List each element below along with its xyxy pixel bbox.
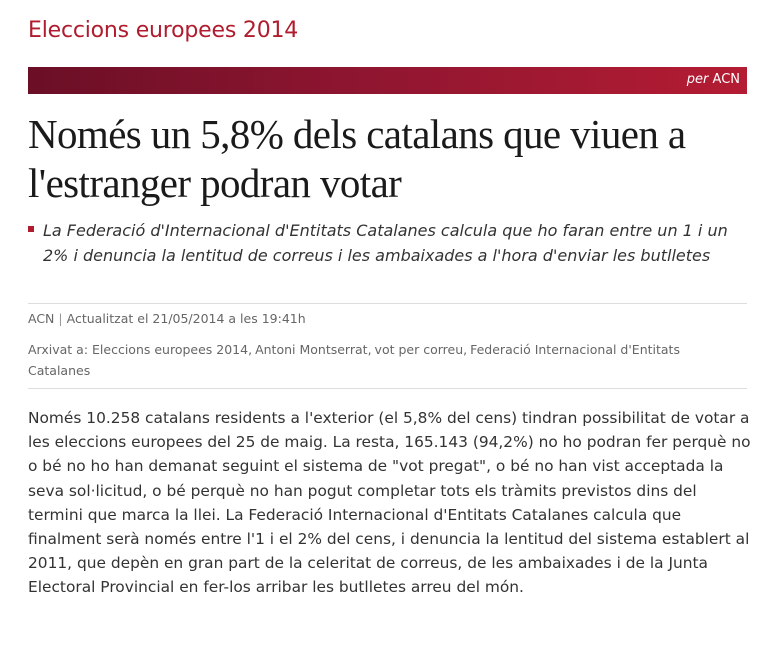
- article-meta: [28, 311, 306, 326]
- tag-link[interactable]: Federació Internacional d'Entitats Catalanes: [28, 342, 680, 378]
- subheadline-bullet: [28, 226, 34, 232]
- band-credit-prefix: per: [686, 72, 709, 87]
- article-subheadline: La Federació d'Internacional d'Entitats Catalanes calcula que ho faran entre un 1 i un 2% i denuncia la lentitud de correus i les ambaixades a l'hora d'enviar les butlletes: [43, 221, 728, 265]
- archived-label: Arxivat a:: [28, 342, 89, 357]
- article-author[interactable]: ACN: [28, 311, 55, 326]
- tag-link[interactable]: vot per correu: [374, 342, 464, 357]
- section-title[interactable]: Eleccions europees 2014: [28, 18, 299, 43]
- article-tags: Arxivat a: Eleccions europees 2014, Antoni Montserrat, vot per correu, Federació Internacional d'Entitats Catalanes: [28, 342, 680, 378]
- meta-separator: |: [58, 311, 63, 326]
- tag-link[interactable]: Antoni Montserrat: [255, 342, 368, 357]
- article-body: Només 10.258 catalans residents a l'exterior (el 5,8% del cens) tindran possibilitat de votar a les eleccions europees del 25 de maig. La resta, 165.143 (94,2%) no ho podran fer perquè no o bé no ho han demanat seguint el sistema de "vot pregat", o bé no han vist acceptada la seva sol·licitud, o bé perquè no han pogut completar tots els tràmits previstos dins del termini que marca la llei. La Federació Internacional d'Entitats Catalanes calcula que finalment serà només entre l'1 i el 2% del cens, i denuncia la lentitud del sistema establert al 2011, que depèn en gran part de la celeritat de correus, de les ambaixades i de la Junta Electoral Provincial en fer-los arribar les butlletes arreu del món.: [28, 409, 751, 597]
- section-band: [28, 67, 747, 94]
- article-headline: Només un 5,8% dels catalans que viuen a l'estranger podran votar: [28, 111, 686, 206]
- tag-link[interactable]: Eleccions europees 2014: [92, 342, 249, 357]
- article-updated: Actualitzat el 21/05/2014 a les 19:41h: [66, 311, 306, 326]
- divider-top: [28, 303, 747, 304]
- band-credit: [687, 72, 740, 87]
- divider-bottom: [28, 388, 747, 389]
- band-credit-source: ACN: [712, 72, 740, 87]
